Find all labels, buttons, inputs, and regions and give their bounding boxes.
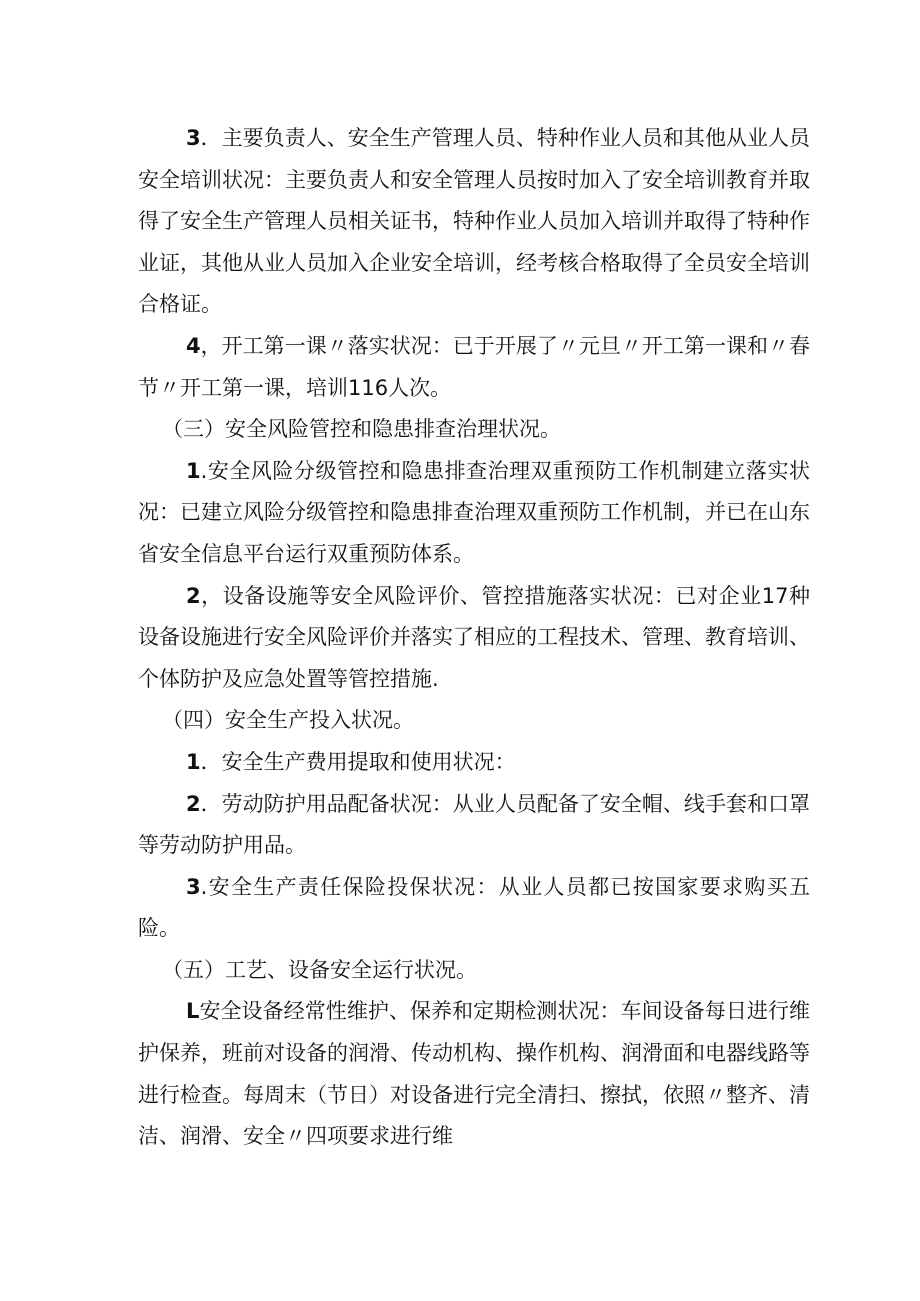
paragraph-text: ，开工第一课〃落实状况：已于开展了〃元旦〃开工第一课和〃春节〃开工第一课，培训116人次。 [138,333,810,400]
paragraph-maintenance [138,991,810,1157]
paragraph-safety-costs [138,742,810,784]
paragraph-text: ．安全生产费用提取和使用状况： [200,749,516,774]
item-number: 3 [186,874,201,899]
paragraph-text: ．主要负责人、安全生产管理人员、特种作业人员和其他从业人员安全培训状况：主要负责人和安全管理人员按时加入了安全培训教育并取得了安全生产管理人员相关证书，特种作业人员加入培训并取得了特种作业证，其他从业人员加入企业安全培训，经考核合格取得了全员安全培训合格证。 [138,126,810,317]
section-heading-risk [138,409,810,451]
item-number: 4 [186,333,201,358]
paragraph-protective-equipment [138,784,810,867]
section-heading-investment [138,700,810,742]
section-heading-process-equipment [138,950,810,992]
paragraph-text: .安全生产责任保险投保状况：从业人员都已按国家要求购买五险。 [138,874,810,941]
item-number: L [186,999,200,1024]
item-number: 2 [186,791,201,816]
section-heading-text: （五）工艺、设备安全运行状况。 [162,957,477,982]
paragraph-text: 安全设备经常性维护、保养和定期检测状况：车间设备每日进行维护保养，班前对设备的润滑、传动机构、操作机构、润滑面和电器线路等进行检查。每周末（节日）对设备进行完全清扫、擦拭，依照〃整齐、清洁、润滑、安全〃四项要求进行维 [138,999,810,1149]
paragraph-training [138,118,810,326]
paragraph-risk-assessment [138,576,810,701]
paragraph-text: ．劳动防护用品配备状况：从业人员配备了安全帽、线手套和口罩等劳动防护用品。 [138,791,810,858]
paragraph-text: .安全风险分级管控和隐患排查治理双重预防工作机制建立落实状况：已建立风险分级管控和隐患排查治理双重预防工作机制，并已在山东省安全信息平台运行双重预防体系。 [138,458,810,566]
item-number: 1 [186,458,201,483]
item-number: 3 [186,126,201,150]
paragraph-text: ，设备设施等安全风险评价、管控措施落实状况：已对企业17种设备设施进行安全风险评价并落实了相应的工程技术、管理、教育培训、个体防护及应急处置等管控措施. [138,583,810,691]
item-number: 1 [186,749,201,774]
item-number: 2 [186,583,201,608]
section-heading-text: （四）安全生产投入状况。 [162,708,414,733]
paragraph-insurance [138,867,810,950]
paragraph-dual-prevention [138,451,810,576]
document-body [138,118,810,1158]
paragraph-first-lesson [138,326,810,409]
section-heading-text: （三）安全风险管控和隐患排查治理状况。 [162,417,561,442]
